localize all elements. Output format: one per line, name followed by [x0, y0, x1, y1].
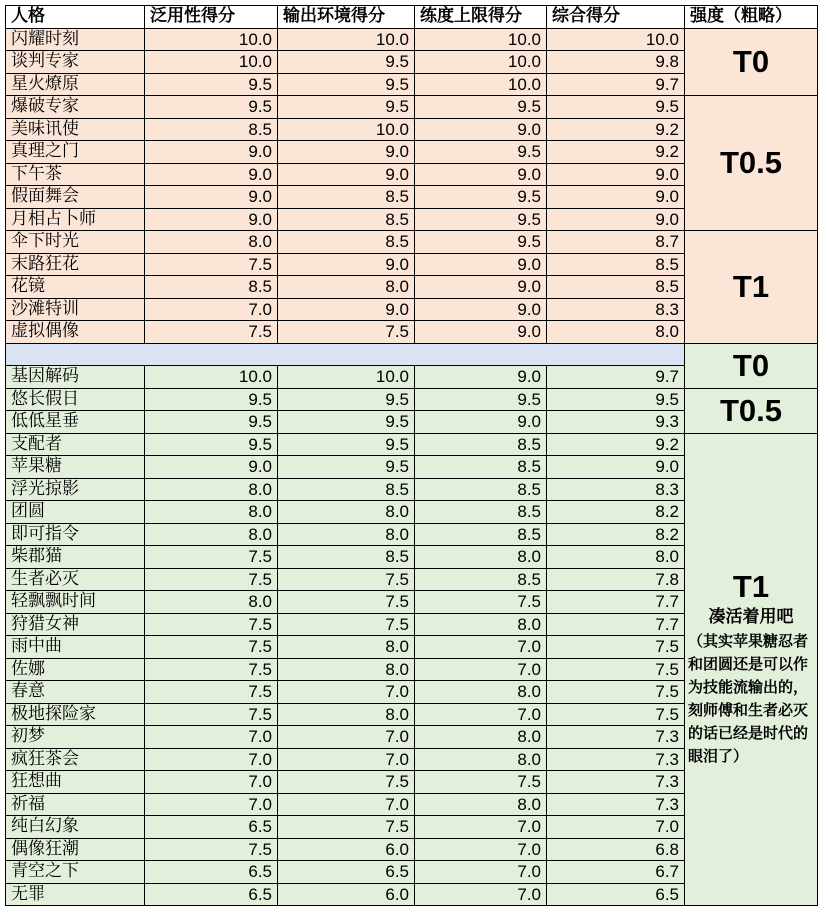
- output-env-score: 8.5: [278, 546, 415, 569]
- persona-name: 基因解码: [6, 366, 145, 389]
- output-env-score: 10.0: [278, 118, 415, 141]
- persona-name: 初梦: [6, 726, 145, 749]
- max-level-score: 7.0: [415, 883, 547, 906]
- max-level-score: 9.0: [415, 163, 547, 186]
- overall-score: 9.0: [547, 163, 685, 186]
- overall-score: 7.3: [547, 771, 685, 794]
- overall-score: 9.0: [547, 186, 685, 209]
- persona-name: 伞下时光: [6, 231, 145, 254]
- persona-name: 月相占卜师: [6, 208, 145, 231]
- max-level-score: 8.5: [415, 523, 547, 546]
- tier-label: T1: [732, 268, 770, 304]
- table-row: [6, 28, 818, 51]
- max-level-score: 9.5: [415, 231, 547, 254]
- max-level-score: 9.5: [415, 141, 547, 164]
- output-env-score: 8.5: [278, 208, 415, 231]
- max-level-score: 8.5: [415, 456, 547, 479]
- header-versatility: 泛用性得分: [145, 6, 278, 29]
- versatility-score: 7.5: [145, 321, 278, 344]
- versatility-score: 9.5: [145, 433, 278, 456]
- max-level-score: 10.0: [415, 28, 547, 51]
- max-level-score: 7.0: [415, 636, 547, 659]
- overall-score: 9.2: [547, 433, 685, 456]
- table-row: [6, 231, 818, 254]
- versatility-score: 7.5: [145, 253, 278, 276]
- overall-score: 7.5: [547, 681, 685, 704]
- max-level-score: 9.0: [415, 298, 547, 321]
- versatility-score: 9.5: [145, 388, 278, 411]
- output-env-score: 8.0: [278, 658, 415, 681]
- versatility-score: 9.5: [145, 73, 278, 96]
- header-overall: 综合得分: [547, 6, 685, 29]
- persona-name: 柴郡猫: [6, 546, 145, 569]
- table-row: [6, 433, 818, 456]
- max-level-score: 8.0: [415, 613, 547, 636]
- table-row: [6, 96, 818, 119]
- overall-score: 8.7: [547, 231, 685, 254]
- persona-name: 爆破专家: [6, 96, 145, 119]
- output-env-score: 7.0: [278, 681, 415, 704]
- versatility-score: 7.0: [145, 726, 278, 749]
- persona-name: 谈判专家: [6, 51, 145, 74]
- persona-name: 浮光掠影: [6, 478, 145, 501]
- overall-score: 7.5: [547, 703, 685, 726]
- overall-score: 8.0: [547, 321, 685, 344]
- output-env-score: 7.0: [278, 748, 415, 771]
- versatility-score: 6.5: [145, 816, 278, 839]
- output-env-score: 7.5: [278, 568, 415, 591]
- tier-cell-top_t1: [685, 231, 818, 344]
- overall-score: 6.7: [547, 861, 685, 884]
- versatility-score: 7.5: [145, 838, 278, 861]
- output-env-score: 9.5: [278, 456, 415, 479]
- versatility-score: 7.0: [145, 748, 278, 771]
- max-level-score: 9.0: [415, 118, 547, 141]
- overall-score: 7.7: [547, 613, 685, 636]
- persona-name: 沙滩特训: [6, 298, 145, 321]
- versatility-score: 7.5: [145, 703, 278, 726]
- output-env-score: 9.0: [278, 141, 415, 164]
- tier-cell-bot_t05: [685, 388, 818, 433]
- overall-score: 6.5: [547, 883, 685, 906]
- max-level-score: 9.5: [415, 388, 547, 411]
- tier-cell-bot_t1: [685, 433, 818, 906]
- overall-score: 9.3: [547, 411, 685, 434]
- versatility-score: 6.5: [145, 883, 278, 906]
- versatility-score: 7.5: [145, 658, 278, 681]
- output-env-score: 7.5: [278, 771, 415, 794]
- output-env-score: 7.0: [278, 793, 415, 816]
- output-env-score: 6.0: [278, 838, 415, 861]
- versatility-score: 10.0: [145, 51, 278, 74]
- persona-name: 闪耀时刻: [6, 28, 145, 51]
- tier-label: T1: [732, 569, 770, 605]
- versatility-score: 8.0: [145, 231, 278, 254]
- versatility-score: 7.5: [145, 546, 278, 569]
- output-env-score: 8.0: [278, 523, 415, 546]
- overall-score: 9.5: [547, 388, 685, 411]
- persona-name: 低低星垂: [6, 411, 145, 434]
- persona-name: 春意: [6, 681, 145, 704]
- overall-score: 9.2: [547, 118, 685, 141]
- output-env-score: 9.5: [278, 388, 415, 411]
- versatility-score: 10.0: [145, 366, 278, 389]
- overall-score: 9.0: [547, 208, 685, 231]
- max-level-score: 10.0: [415, 51, 547, 74]
- persona-name: 雨中曲: [6, 636, 145, 659]
- max-level-score: 8.0: [415, 793, 547, 816]
- separator-cell: [6, 343, 685, 366]
- output-env-score: 6.0: [278, 883, 415, 906]
- section-separator: [6, 343, 818, 366]
- output-env-score: 9.0: [278, 163, 415, 186]
- persona-name: 苹果糖: [6, 456, 145, 479]
- overall-score: 7.5: [547, 636, 685, 659]
- overall-score: 9.7: [547, 73, 685, 96]
- max-level-score: 9.0: [415, 321, 547, 344]
- versatility-score: 9.0: [145, 141, 278, 164]
- persona-name: 无罪: [6, 883, 145, 906]
- max-level-score: 10.0: [415, 73, 547, 96]
- output-env-score: 7.5: [278, 816, 415, 839]
- header-output-env: 输出环境得分: [278, 6, 415, 29]
- max-level-score: 8.0: [415, 748, 547, 771]
- versatility-score: 7.5: [145, 681, 278, 704]
- overall-score: 8.3: [547, 478, 685, 501]
- output-env-score: 8.0: [278, 636, 415, 659]
- tier-label: T0: [732, 43, 770, 79]
- persona-name: 支配者: [6, 433, 145, 456]
- versatility-score: 8.5: [145, 276, 278, 299]
- persona-name: 疯狂茶会: [6, 748, 145, 771]
- versatility-score: 9.5: [145, 96, 278, 119]
- persona-name: 纯白幻象: [6, 816, 145, 839]
- persona-name: 末路狂花: [6, 253, 145, 276]
- versatility-score: 7.5: [145, 636, 278, 659]
- output-env-score: 8.0: [278, 703, 415, 726]
- versatility-score: 10.0: [145, 28, 278, 51]
- tier-cell-top_t0: [685, 28, 818, 96]
- versatility-score: 8.5: [145, 118, 278, 141]
- max-level-score: 8.0: [415, 726, 547, 749]
- max-level-score: 9.0: [415, 411, 547, 434]
- tier-cell-top_t05: [685, 96, 818, 231]
- versatility-score: 8.0: [145, 591, 278, 614]
- output-env-score: 7.5: [278, 591, 415, 614]
- persona-name: 佐娜: [6, 658, 145, 681]
- overall-score: 7.3: [547, 726, 685, 749]
- overall-score: 7.8: [547, 568, 685, 591]
- max-level-score: 8.5: [415, 478, 547, 501]
- persona-name: 虚拟偶像: [6, 321, 145, 344]
- versatility-score: 7.0: [145, 298, 278, 321]
- overall-score: 9.8: [547, 51, 685, 74]
- max-level-score: 8.5: [415, 501, 547, 524]
- versatility-score: 7.5: [145, 568, 278, 591]
- versatility-score: 9.0: [145, 186, 278, 209]
- versatility-score: 9.0: [145, 208, 278, 231]
- tier-note: （其实苹果糖忍者和团圆还是可以作为技能流输出的，刻师傅和生者必灭的话已经是时代的眼泪了）: [688, 632, 809, 766]
- persona-name: 真理之门: [6, 141, 145, 164]
- persona-name: 星火燎原: [6, 73, 145, 96]
- max-level-score: 8.5: [415, 433, 547, 456]
- output-env-score: 8.5: [278, 478, 415, 501]
- overall-score: 7.7: [547, 591, 685, 614]
- persona-name: 祈福: [6, 793, 145, 816]
- max-level-score: 7.0: [415, 658, 547, 681]
- output-env-score: 9.0: [278, 253, 415, 276]
- persona-name: 狂想曲: [6, 771, 145, 794]
- versatility-score: 9.5: [145, 411, 278, 434]
- overall-score: 8.2: [547, 523, 685, 546]
- persona-name: 花镜: [6, 276, 145, 299]
- header-tier: 强度（粗略）: [685, 6, 818, 29]
- versatility-score: 8.0: [145, 501, 278, 524]
- output-env-score: 10.0: [278, 366, 415, 389]
- overall-score: 9.2: [547, 141, 685, 164]
- max-level-score: 9.0: [415, 276, 547, 299]
- tier-label: T0.5: [719, 145, 783, 180]
- versatility-score: 9.0: [145, 456, 278, 479]
- overall-score: 7.3: [547, 793, 685, 816]
- max-level-score: 9.5: [415, 208, 547, 231]
- tier-label: T0.5: [719, 392, 783, 428]
- output-env-score: 7.0: [278, 726, 415, 749]
- tier-table: [5, 5, 818, 906]
- output-env-score: 8.5: [278, 186, 415, 209]
- output-env-score: 8.0: [278, 501, 415, 524]
- versatility-score: 7.5: [145, 613, 278, 636]
- overall-score: 10.0: [547, 28, 685, 51]
- max-level-score: 8.5: [415, 568, 547, 591]
- tier-note: 凑活着用吧: [708, 607, 794, 628]
- output-env-score: 9.5: [278, 51, 415, 74]
- persona-name: 下午茶: [6, 163, 145, 186]
- max-level-score: 9.0: [415, 366, 547, 389]
- max-level-score: 9.5: [415, 186, 547, 209]
- max-level-score: 8.0: [415, 681, 547, 704]
- output-env-score: 7.5: [278, 613, 415, 636]
- persona-name: 青空之下: [6, 861, 145, 884]
- max-level-score: 7.5: [415, 771, 547, 794]
- persona-name: 偶像狂潮: [6, 838, 145, 861]
- persona-name: 即可指令: [6, 523, 145, 546]
- max-level-score: 7.0: [415, 838, 547, 861]
- versatility-score: 7.0: [145, 771, 278, 794]
- overall-score: 8.0: [547, 546, 685, 569]
- persona-name: 悠长假日: [6, 388, 145, 411]
- max-level-score: 7.5: [415, 591, 547, 614]
- overall-score: 8.5: [547, 276, 685, 299]
- output-env-score: 6.5: [278, 861, 415, 884]
- output-env-score: 9.5: [278, 96, 415, 119]
- output-env-score: 9.5: [278, 73, 415, 96]
- overall-score: 8.3: [547, 298, 685, 321]
- max-level-score: 8.0: [415, 546, 547, 569]
- overall-score: 7.5: [547, 658, 685, 681]
- persona-name: 轻飘飘时间: [6, 591, 145, 614]
- versatility-score: 8.0: [145, 523, 278, 546]
- persona-name: 假面舞会: [6, 186, 145, 209]
- overall-score: 9.5: [547, 96, 685, 119]
- overall-score: 9.0: [547, 456, 685, 479]
- max-level-score: 9.5: [415, 96, 547, 119]
- tier-label: T0: [732, 347, 770, 383]
- output-env-score: 8.0: [278, 276, 415, 299]
- overall-score: 9.7: [547, 366, 685, 389]
- output-env-score: 9.0: [278, 298, 415, 321]
- output-env-score: 8.5: [278, 231, 415, 254]
- table-body: [6, 28, 818, 906]
- persona-name: 团圆: [6, 501, 145, 524]
- tier-cell-bot_t0: [685, 343, 818, 388]
- persona-name: 狩猎女神: [6, 613, 145, 636]
- persona-name: 极地探险家: [6, 703, 145, 726]
- overall-score: 8.2: [547, 501, 685, 524]
- output-env-score: 10.0: [278, 28, 415, 51]
- output-env-score: 9.5: [278, 411, 415, 434]
- overall-score: 8.5: [547, 253, 685, 276]
- max-level-score: 9.0: [415, 253, 547, 276]
- versatility-score: 8.0: [145, 478, 278, 501]
- header-max-level: 练度上限得分: [415, 6, 547, 29]
- header-row: [6, 6, 818, 29]
- overall-score: 7.0: [547, 816, 685, 839]
- versatility-score: 6.5: [145, 861, 278, 884]
- overall-score: 7.3: [547, 748, 685, 771]
- table-row: [6, 388, 818, 411]
- header-persona: 人格: [6, 6, 145, 29]
- versatility-score: 7.0: [145, 793, 278, 816]
- output-env-score: 9.5: [278, 433, 415, 456]
- output-env-score: 7.5: [278, 321, 415, 344]
- overall-score: 6.8: [547, 838, 685, 861]
- persona-name: 生者必灭: [6, 568, 145, 591]
- versatility-score: 9.0: [145, 163, 278, 186]
- max-level-score: 7.0: [415, 703, 547, 726]
- max-level-score: 7.0: [415, 861, 547, 884]
- persona-name: 美味讯使: [6, 118, 145, 141]
- max-level-score: 7.0: [415, 816, 547, 839]
